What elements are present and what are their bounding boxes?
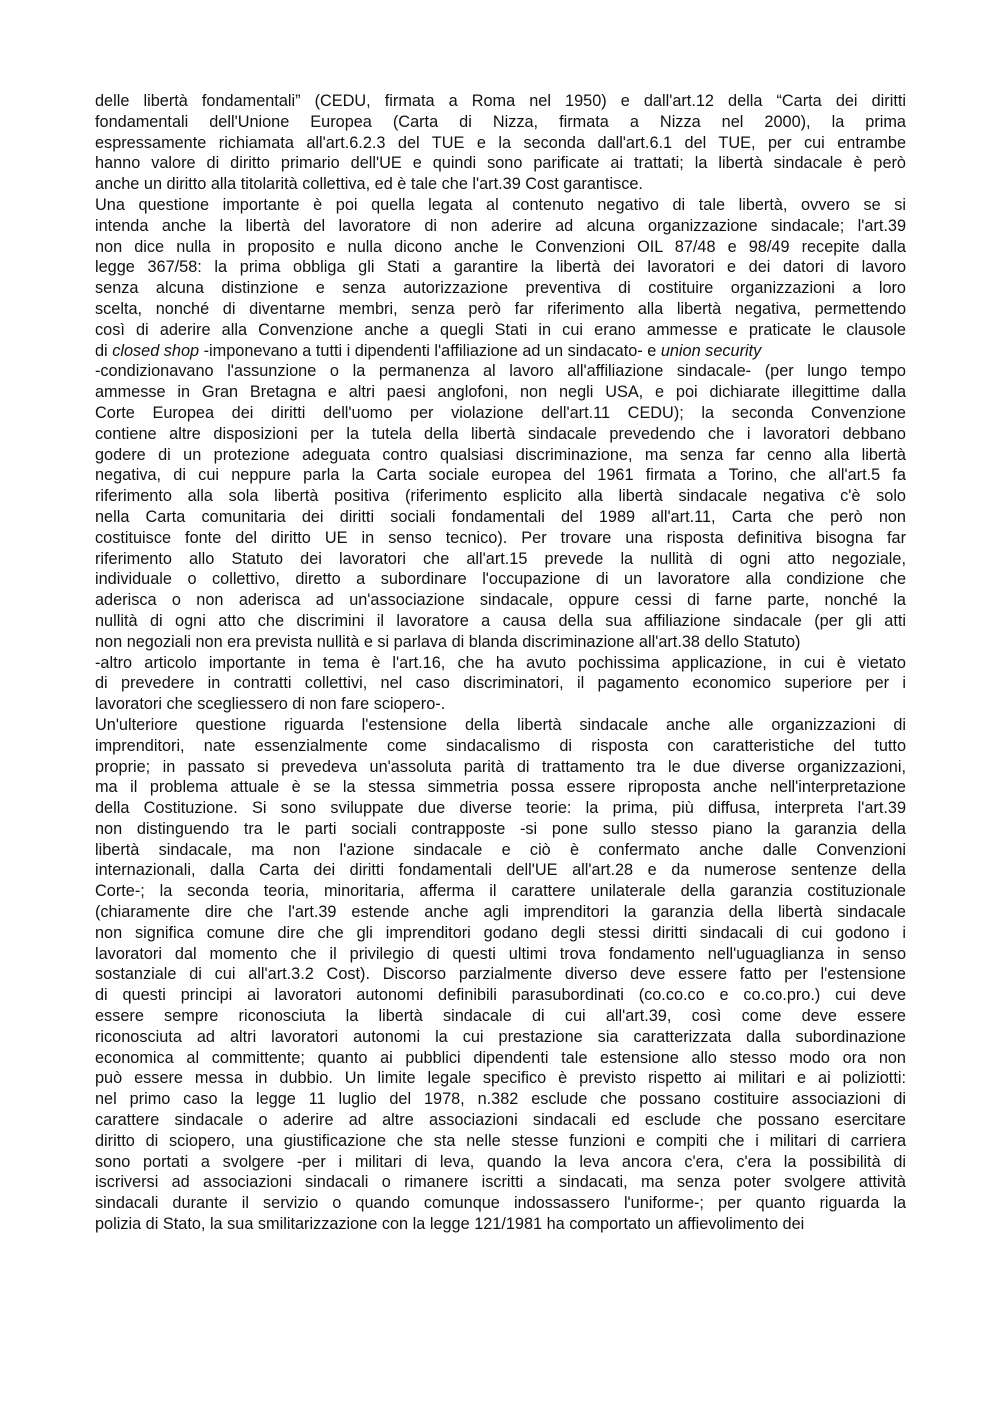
text-line: (chiaramente dire che l'art.39 estende anche agli imprenditori la garanzia della libertà sindacale bbox=[95, 903, 906, 922]
text-line: può essere messa in dubbio. Un limite legale specifico è previsto rispetto ai militari e ai poliziotti: bbox=[95, 1069, 906, 1088]
text-line: costituisce fonte del diritto UE in senso tecnico). Per trovare una risposta definitiva bisogna far bbox=[95, 528, 906, 547]
paragraph-4 bbox=[95, 715, 906, 1235]
text-line: nel primo caso la legge 11 luglio del 1978, n.382 esclude che possano costituire associazioni di bbox=[95, 1090, 906, 1109]
paragraph-2 bbox=[95, 195, 906, 653]
text-line: riferimento allo Statuto dei lavoratori che all'art.15 prevede la nullità di ogni atto negoziale, bbox=[95, 549, 906, 568]
text-line: libertà sindacale, ma non l'azione sindacale e ciò è confermato anche dalle Convenzioni bbox=[95, 840, 906, 859]
text-line: scelta, nonché di diventarne membri, senza però far riferimento alla libertà negativa, permettendo bbox=[95, 299, 906, 318]
text-line: sono portati a svolgere -per i militari di leva, quando la leva ancora c'era, c'era la possibilità di bbox=[95, 1152, 906, 1171]
text-line: della Costituzione. Si sono sviluppate due diverse teorie: la prima, più diffusa, interpreta l'art.39 bbox=[95, 799, 906, 818]
text-line: senza alcuna distinzione e senza autorizzazione preventiva di costituire organizzazioni a loro bbox=[95, 279, 906, 298]
text-line: di prevedere in contratti collettivi, nel caso discriminatori, il pagamento economico superiore per i bbox=[95, 674, 906, 693]
text-line: anche un diritto alla titolarità collettiva, ed è tale che l'art.39 Cost garantisce. bbox=[95, 175, 643, 194]
text-line: iscriversi ad associazioni sindacali o rimanere iscritti a sindacati, ma senza poter svolgere attività bbox=[95, 1173, 906, 1192]
text-line: hanno valore di diritto primario dell'UE e quindi sono parificate ai trattati; la libertà sindacale è però bbox=[95, 154, 906, 173]
text-line: internazionali, dalla Carta dei diritti fondamentali dell'UE all'art.28 e da numerose sentenze della bbox=[95, 861, 906, 880]
text-line: sindacali durante il servizio o quando comunque indossassero l'uniforme-; per quanto riguarda la bbox=[95, 1194, 906, 1213]
text-line: economica al committente; quanto ai pubblici dipendenti tale estensione allo stesso modo ora non bbox=[95, 1048, 906, 1067]
text-line: individuale o collettivo, diretto a subordinare l'occupazione di un lavoratore alla condizione che bbox=[95, 570, 906, 589]
text-line: legge 367/58: la prima obbliga gli Stati a garantire la libertà dei lavoratori e dei datori di lavoro bbox=[95, 258, 906, 277]
text-line: nella Carta comunitaria dei diritti sociali fondamentali del 1989 all'art.11, Carta che però non bbox=[95, 507, 906, 526]
text-line: diritto di sciopero, una giustificazione che sta nelle stesse funzioni e compiti che i militari di carriera bbox=[95, 1131, 906, 1150]
text-line: lavoratori che scegliessero di non fare sciopero-. bbox=[95, 695, 446, 714]
text-line: aderisca o non aderisca ad un'associazione sindacale, oppure cessi di farne parte, nonché la bbox=[95, 591, 906, 610]
text-line: negativa, di cui neppure parla la Carta sociale europea del 1961 firmata a Torino, che all'art.5 fa bbox=[95, 466, 906, 485]
text-line: -altro articolo importante in tema è l'art.16, che ha avuto pochissima applicazione, in cui è vietato bbox=[95, 653, 906, 672]
text-line: non distinguendo tra le parti sociali contrapposte -si pone sullo stesso piano la garanzia della bbox=[95, 819, 906, 838]
text-line: essere sempre riconosciuta la libertà sindacale di cui all'art.39, così come deve essere bbox=[95, 1007, 906, 1026]
text-line: ammesse in Gran Bretagna e altri paesi anglofoni, non negli USA, e poi dichiarate illegittime dalla bbox=[95, 383, 906, 402]
text-line: espressamente richiamata all'art.6.2.3 del TUE e la seconda dall'art.6.1 del TUE, per cui entrambe bbox=[95, 133, 906, 152]
text-line: proprie; in passato si prevedeva un'assoluta parità di trattamento tra le due diverse organizzazioni, bbox=[95, 757, 906, 776]
paragraph-1 bbox=[95, 91, 906, 195]
text-line: riconosciuta ad altri lavoratori autonomi la cui prestazione sia caratterizzata dalla subordinazione bbox=[95, 1027, 906, 1046]
text-line: non negoziali non era prevista nullità e si parlava di blanda discriminazione all'art.38 dello Statuto) bbox=[95, 632, 801, 651]
text-line: godere di un protezione adeguata contro qualsiasi discriminazione, ma senza far cenno alla libertà bbox=[95, 445, 906, 464]
paragraph-3 bbox=[95, 653, 906, 715]
text-line: di questi principi ai lavoratori autonomi definibili parasubordinati (co.co.co e co.co.pro.) cui deve bbox=[95, 986, 906, 1005]
document-page bbox=[95, 91, 906, 1235]
text-line: delle libertà fondamentali” (CEDU, firmata a Roma nel 1950) e dall'art.12 della “Carta dei diritti bbox=[95, 92, 906, 110]
text-line: nullità di ogni atto che discrimini il lavoratore a causa della sua affiliazione sindacale (per gli atti bbox=[95, 611, 906, 630]
text-line: non significa comune dire che gli imprenditori godano degli stessi diritti sindacali di cui godono i bbox=[95, 923, 906, 942]
text-line: intenda anche la libertà del lavoratore di non aderire ad alcuna organizzazione sindacale; l'art.39 bbox=[95, 216, 906, 235]
text-line: sostanziale di cui all'art.3.2 Cost). Discorso parzialmente diverso deve essere fatto per l'estensione bbox=[95, 965, 906, 984]
italic-term-union-security: union security bbox=[660, 341, 762, 360]
text-line: polizia di Stato, la sua smilitarizzazione con la legge 121/1981 ha comportato un affievolimento dei bbox=[95, 1215, 805, 1234]
italic-term-closed-shop: closed shop bbox=[112, 341, 200, 360]
text-line: ma il problema attuale è se la stessa simmetria possa essere riproposta anche nell'interpretazione bbox=[95, 778, 906, 797]
text-line: Una questione importante è poi quella legata al contenuto negativo di tale libertà, ovvero se si bbox=[95, 195, 906, 214]
text-segment: di bbox=[95, 341, 113, 360]
text-line: imprenditori, nate essenzialmente come sindacalismo di risposta con caratteristiche del tutto bbox=[95, 736, 906, 755]
text-line: così di aderire alla Convenzione anche a quegli Stati in cui erano ammesse e praticate le clausole bbox=[95, 320, 906, 339]
text-line: Un'ulteriore questione riguarda l'estensione della libertà sindacale anche alle organizzazioni di bbox=[95, 715, 906, 734]
text-line: contiene altre disposizioni per la tutela della libertà sindacale prevedendo che i lavoratori debbano bbox=[95, 424, 906, 443]
text-line: -condizionavano l'assunzione o la permanenza al lavoro all'affiliazione sindacale- (per lungo tempo bbox=[95, 362, 906, 381]
text-line: non dice nulla in proposito e nulla dicono anche le Convenzioni OIL 87/48 e 98/49 recepite dalla bbox=[95, 237, 906, 256]
text-line: riferimento alla sola libertà positiva (riferimento esplicito alla libertà sindacale negativa c'è solo bbox=[95, 487, 906, 506]
text-line-with-italics bbox=[95, 341, 906, 362]
text-line: lavoratori dal momento che il privilegio di questi ultimi trova fondamento nell'uguaglianza in senso bbox=[95, 944, 906, 963]
text-line: carattere sindacale o aderire ad altre associazioni sindacali ed esclude che possano esercitare bbox=[95, 1111, 906, 1130]
text-line: Corte Europea dei diritti dell'uomo per violazione dell'art.11 CEDU); la seconda Convenzione bbox=[95, 403, 906, 422]
text-segment: -imponevano a tutti i dipendenti l'affiliazione ad un sindacato- e bbox=[199, 341, 661, 360]
text-line: fondamentali dell'Unione Europea (Carta di Nizza, firmata a Nizza nel 2000), la prima bbox=[95, 112, 906, 131]
text-line: Corte-; la seconda teoria, minoritaria, afferma il carattere unilaterale della garanzia costituzionale bbox=[95, 882, 906, 901]
